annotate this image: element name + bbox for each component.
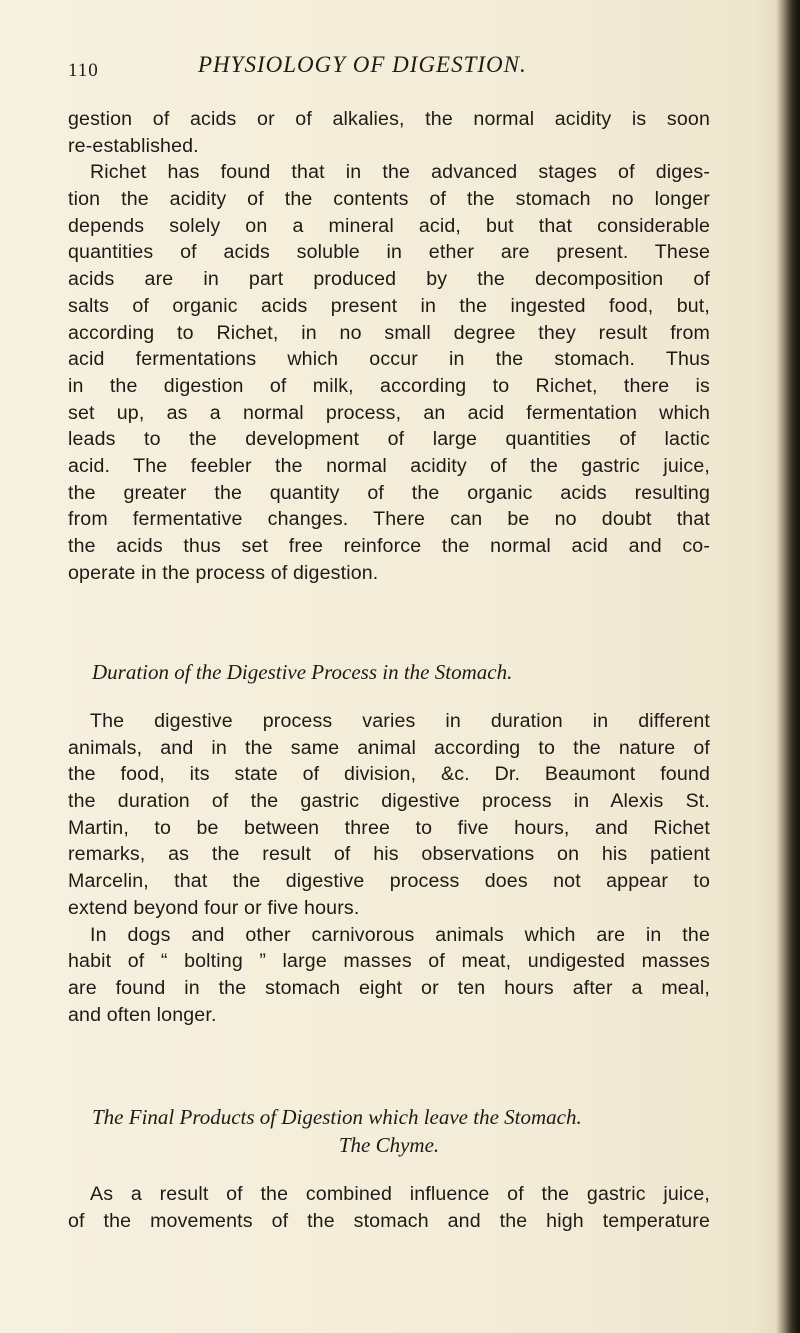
text-line: salts of organic acids present in the ingested food, but, <box>68 294 710 317</box>
text-line: remarks, as the result of his observations on his patient <box>68 843 710 866</box>
text-line: the acids thus set free reinforce the normal acid and co- <box>68 535 710 557</box>
section-heading-final-products: The Final Products of Digestion which leave the Stomach. <box>92 1105 582 1129</box>
text-line: As a result of the combined influence of the gastric juice, <box>90 1183 710 1205</box>
text-line: extend beyond four or five hours. <box>68 896 360 919</box>
page-number: 110 <box>68 60 99 81</box>
text-line: operate in the process of digestion. <box>68 561 379 584</box>
text-line: acids are in part produced by the decomposition of <box>68 268 710 291</box>
text-line: acid fermentations which occur in the stomach. Thus <box>68 348 710 371</box>
text-line: from fermentative changes. There can be no doubt that <box>68 508 710 531</box>
text-line: acid. The feebler the normal acidity of the gastric juice, <box>68 454 710 477</box>
text-line: are found in the stomach eight or ten hours after a meal, <box>68 976 710 999</box>
text-line: The digestive process varies in duration in different <box>90 710 710 732</box>
paragraph-chyme <box>68 1181 710 1234</box>
text-line: Richet has found that in the advanced stages of diges- <box>90 161 710 184</box>
text-line: re-established. <box>68 134 199 157</box>
section-subheading-chyme: The Chyme. <box>338 1133 440 1157</box>
text-line: gestion of acids or of alkalies, the normal acidity is soon <box>68 108 710 130</box>
text-line: according to Richet, in no small degree they result from <box>68 321 710 344</box>
text-line: Martin, to be between three to five hours, and Richet <box>68 816 710 839</box>
paragraph-duration <box>68 708 710 1028</box>
text-line: and often longer. <box>68 1003 217 1026</box>
paragraph-acidity <box>68 106 710 586</box>
text-line: animals, and in the same animal according to the nature of <box>68 736 710 759</box>
text-line: Marcelin, that the digestive process does not appear to <box>68 870 710 893</box>
text-line: habit of “ bolting ” large masses of meat, undigested masses <box>68 950 710 973</box>
text-line: quantities of acids soluble in ether are present. These <box>68 241 710 264</box>
text-line: the food, its state of division, &c. Dr. Beaumont found <box>68 763 710 786</box>
text-line: depends solely on a mineral acid, but that considerable <box>68 214 710 237</box>
text-line: set up, as a normal process, an acid fermentation which <box>68 401 710 424</box>
text-line: tion the acidity of the contents of the stomach no longer <box>68 188 710 211</box>
text-line: the greater the quantity of the organic acids resulting <box>68 481 710 504</box>
text-line: in the digestion of milk, according to Richet, there is <box>68 374 710 397</box>
text-line: leads to the development of large quantities of lactic <box>68 428 710 451</box>
running-head: PHYSIOLOGY OF DIGESTION. <box>198 52 527 77</box>
text-line: In dogs and other carnivorous animals which are in the <box>90 923 710 946</box>
text-line: the duration of the gastric digestive process in Alexis St. <box>68 790 710 813</box>
text-line: of the movements of the stomach and the high temperature <box>68 1209 710 1232</box>
section-heading-duration: Duration of the Digestive Process in the Stomach. <box>92 660 513 684</box>
page-header <box>68 48 728 88</box>
page-edge-shadow <box>786 0 800 1333</box>
